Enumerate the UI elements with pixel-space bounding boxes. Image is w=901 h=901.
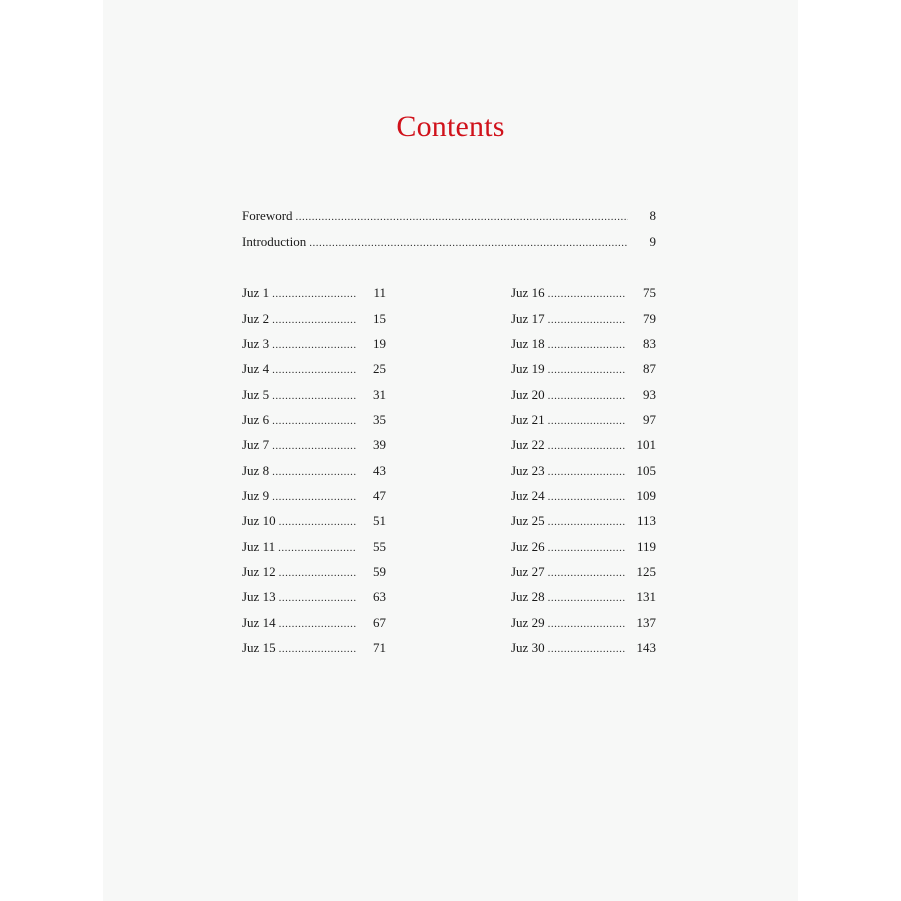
- toc-entry-page: 131: [636, 589, 656, 604]
- toc-entry-juz: [511, 487, 656, 505]
- toc-entry-juz: [242, 487, 386, 505]
- toc-entry-label: Juz 7: [242, 437, 270, 452]
- toc-entry-juz: [511, 563, 656, 581]
- toc-entry-page: 39: [373, 437, 386, 452]
- toc-entry-page: 125: [636, 564, 656, 579]
- toc-entry-label: Juz 1: [242, 285, 270, 300]
- dot-leader: [309, 234, 628, 251]
- toc-entry-foreword: [242, 207, 656, 225]
- toc-entry-page: 79: [643, 311, 656, 326]
- toc-entry-page: 63: [373, 589, 386, 604]
- toc-entry-label: Juz 30: [511, 640, 545, 655]
- toc-entry-juz: [511, 360, 656, 378]
- toc-entry-juz: [511, 310, 656, 328]
- toc-entry-juz: [511, 538, 656, 556]
- dot-leader: [272, 488, 356, 505]
- dot-leader: [272, 387, 356, 404]
- dot-leader: [548, 361, 626, 378]
- toc-entry-page: 9: [649, 234, 656, 249]
- toc-entry-juz: [511, 436, 656, 454]
- toc-entry-label: Juz 24: [511, 488, 545, 503]
- toc-entry-label: Juz 28: [511, 589, 545, 604]
- dot-leader: [548, 539, 626, 556]
- dot-leader: [272, 361, 356, 378]
- dot-leader: [548, 513, 626, 530]
- document-page: [103, 0, 798, 901]
- toc-entry-juz: [242, 360, 386, 378]
- toc-entry-label: Juz 20: [511, 387, 545, 402]
- toc-entry-label: Juz 17: [511, 311, 545, 326]
- toc-entry-page: 87: [643, 361, 656, 376]
- toc-entry-juz: [511, 411, 656, 429]
- dot-leader: [279, 589, 356, 606]
- dot-leader: [272, 285, 356, 302]
- toc-entry-page: 97: [643, 412, 656, 427]
- dot-leader: [272, 463, 356, 480]
- toc-entry-label: Juz 23: [511, 463, 545, 478]
- toc-entry-page: 59: [373, 564, 386, 579]
- toc-entry-page: 11: [373, 285, 386, 300]
- toc-entry-label: Juz 26: [511, 539, 545, 554]
- dot-leader: [272, 412, 356, 429]
- toc-entry-juz: [242, 639, 386, 657]
- dot-leader: [272, 336, 356, 353]
- toc-entry-label: Juz 15: [242, 640, 276, 655]
- dot-leader: [548, 564, 626, 581]
- toc-entry-juz: [242, 462, 386, 480]
- dot-leader: [278, 539, 356, 556]
- toc-entry-juz: [511, 462, 656, 480]
- toc-entry-page: 83: [643, 336, 656, 351]
- dot-leader: [548, 463, 626, 480]
- toc-entry-page: 43: [373, 463, 386, 478]
- dot-leader: [279, 615, 356, 632]
- toc-entry-label: Juz 9: [242, 488, 270, 503]
- dot-leader: [548, 336, 626, 353]
- toc-entry-label: Juz 13: [242, 589, 276, 604]
- toc-entry-page: 143: [636, 640, 656, 655]
- toc-entry-label: Juz 18: [511, 336, 545, 351]
- dot-leader: [548, 589, 626, 606]
- toc-entry-label: Introduction: [242, 234, 307, 249]
- toc-entry-page: 19: [373, 336, 386, 351]
- toc-entry-label: Juz 4: [242, 361, 270, 376]
- dot-leader: [272, 311, 356, 328]
- toc-entry-label: Juz 2: [242, 311, 270, 326]
- toc-entry-juz: [511, 386, 656, 404]
- toc-entry-label: Juz 5: [242, 387, 270, 402]
- toc-entry-label: Juz 29: [511, 615, 545, 630]
- dot-leader: [548, 437, 626, 454]
- toc-entry-juz: [511, 335, 656, 353]
- toc-entry-page: 109: [636, 488, 656, 503]
- toc-entry-juz: [242, 563, 386, 581]
- toc-entry-page: 75: [643, 285, 656, 300]
- toc-entry-page: 51: [373, 513, 386, 528]
- dot-leader: [548, 412, 626, 429]
- dot-leader: [548, 640, 626, 657]
- dot-leader: [296, 208, 628, 225]
- dot-leader: [279, 513, 356, 530]
- toc-entry-page: 105: [636, 463, 656, 478]
- toc-entry-page: 15: [373, 311, 386, 326]
- dot-leader: [548, 615, 626, 632]
- toc-entry-introduction: [242, 233, 656, 251]
- toc-entry-page: 137: [636, 615, 656, 630]
- toc-entry-juz: [242, 411, 386, 429]
- toc-entry-juz: [242, 614, 386, 632]
- toc-entry-page: 113: [636, 513, 656, 528]
- toc-entry-juz: [511, 614, 656, 632]
- toc-entry-juz: [242, 310, 386, 328]
- toc-entry-page: 119: [636, 539, 656, 554]
- toc-entry-label: Juz 19: [511, 361, 545, 376]
- dot-leader: [279, 564, 356, 581]
- toc-entry-page: 67: [373, 615, 386, 630]
- dot-leader: [548, 488, 626, 505]
- dot-leader: [548, 311, 626, 328]
- page-title: Contents: [396, 110, 505, 143]
- toc-entry-page: 47: [373, 488, 386, 503]
- toc-entry-page: 31: [373, 387, 386, 402]
- toc-entry-juz: [242, 386, 386, 404]
- dot-leader: [548, 387, 626, 404]
- toc-entry-page: 8: [649, 208, 656, 223]
- toc-entry-label: Juz 3: [242, 336, 270, 351]
- toc-entry-label: Juz 12: [242, 564, 276, 579]
- dot-leader: [548, 285, 626, 302]
- toc-entry-juz: [242, 436, 386, 454]
- dot-leader: [272, 437, 356, 454]
- toc-entry-page: 55: [373, 539, 386, 554]
- toc-entry-juz: [511, 639, 656, 657]
- dot-leader: [279, 640, 356, 657]
- toc-entry-juz: [242, 335, 386, 353]
- toc-entry-juz: [511, 284, 656, 302]
- toc-entry-label: Foreword: [242, 208, 293, 223]
- toc-entry-page: 93: [643, 387, 656, 402]
- toc-entry-label: Juz 11: [242, 539, 276, 554]
- toc-entry-juz: [242, 588, 386, 606]
- toc-entry-page: 71: [373, 640, 386, 655]
- toc-entry-juz: [511, 588, 656, 606]
- toc-entry-juz: [242, 538, 386, 556]
- toc-entry-juz: [511, 512, 656, 530]
- toc-entry-label: Juz 25: [511, 513, 545, 528]
- toc-entry-label: Juz 6: [242, 412, 270, 427]
- toc-entry-label: Juz 21: [511, 412, 545, 427]
- toc-entry-page: 101: [636, 437, 656, 452]
- toc-entry-label: Juz 27: [511, 564, 545, 579]
- toc-entry-label: Juz 22: [511, 437, 545, 452]
- toc-entry-page: 35: [373, 412, 386, 427]
- toc-entry-label: Juz 16: [511, 285, 545, 300]
- toc-entry-juz: [242, 512, 386, 530]
- toc-entry-juz: [242, 284, 386, 302]
- toc-entry-page: 25: [373, 361, 386, 376]
- toc-entry-label: Juz 8: [242, 463, 270, 478]
- toc-entry-label: Juz 10: [242, 513, 276, 528]
- toc-entry-label: Juz 14: [242, 615, 276, 630]
